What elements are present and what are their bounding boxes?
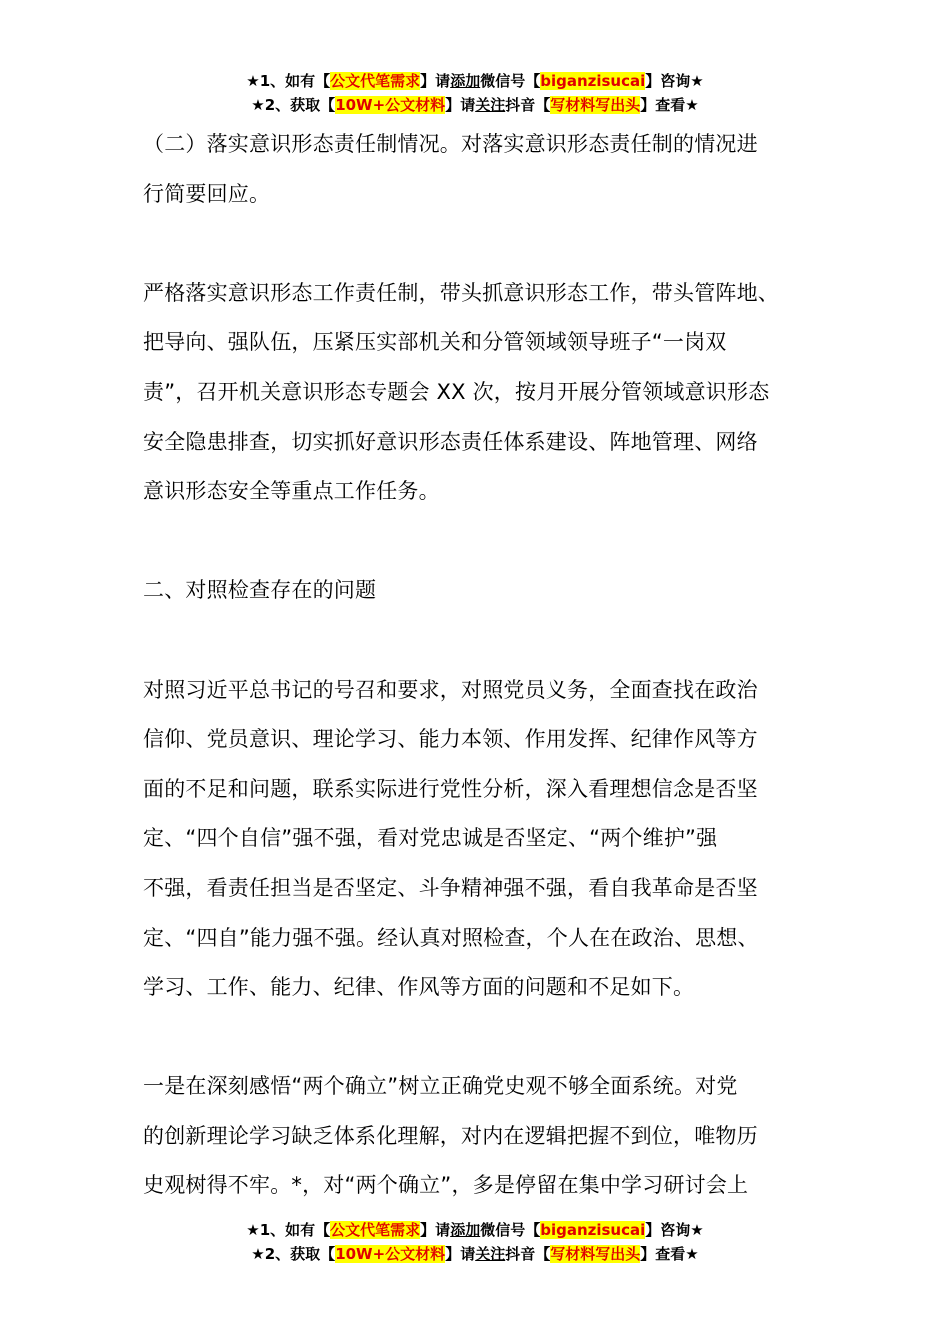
text-line: 一是在深刻感悟“两个确立”树立正确党史观不够全面系统。对党 [143,1074,738,1099]
bottom-banner [0,1218,950,1266]
banner-highlight: 10W+公文材料 [335,96,446,114]
banner-line-2 [0,93,950,117]
banner-line-1 [0,69,950,93]
banner-text: ★2、获取【 [251,1245,336,1263]
banner-text: ★1、如有【 [246,72,331,90]
text-line: 定、“四自”能力强不强。经认真对照检查，个人在在政治、思想、 [143,925,759,950]
banner-text: 】咨询★ [645,72,704,90]
paragraph-5 [143,1062,823,1211]
banner-text: 】查看★ [640,96,699,114]
text-line: 信仰、党员意识、理论学习、能力本领、作用发挥、纪律作风等方 [143,727,758,752]
banner-text: ★1、如有【 [246,1221,331,1239]
text-line: 严格落实意识形态工作责任制，带头抓意识形态工作，带头管阵地、 [143,280,779,305]
banner-text: 抖音【 [505,1245,551,1263]
text-line: 对照习近平总书记的号召和要求，对照党员义务，全面查找在政治 [143,677,758,702]
text-line: 定、“四个自信”强不强，看对党忠诚是否坚定、“两个维护”强 [143,826,718,851]
banner-highlight: biganzisucai [540,72,646,90]
banner-emphasis: 添加 [450,72,481,90]
banner-line-1 [0,1218,950,1242]
banner-text: 】请 [445,96,476,114]
text-line: 行简要回应。 [143,181,271,206]
text-line: （二）落实意识形态责任制情况。对落实意识形态责任制的情况进 [143,132,758,156]
banner-text: 】请 [445,1245,476,1263]
banner-emphasis: 关注 [475,1245,506,1263]
banner-highlight: 写材料写出头 [550,96,641,114]
text-line: 安全隐患排查，切实抓好意识形态责任体系建设、阵地管理、网络 [143,429,758,454]
banner-emphasis: 关注 [475,96,506,114]
text-line: 面的不足和问题，联系实际进行党性分析，深入看理想信念是否坚 [143,776,758,801]
paragraph-2 [143,269,823,517]
banner-text: ★2、获取【 [251,96,336,114]
banner-text: 抖音【 [505,96,551,114]
banner-highlight: 写材料写出头 [550,1245,641,1263]
text-line: 史观树得不牢。*，对“两个确立”，多是停留在集中学习研讨会上 [143,1173,749,1198]
text-line: 的创新理论学习缺乏体系化理解，对内在逻辑把握不到位，唯物历 [143,1123,758,1148]
text-line: 不强，看责任担当是否坚定、斗争精神强不强，看自我革命是否坚 [143,875,758,900]
banner-text: 】咨询★ [645,1221,704,1239]
text-line: 学习、工作、能力、纪律、作风等方面的问题和不足如下。 [143,975,695,1000]
banner-text: 】请 [420,72,451,90]
text-line: 二、对照检查存在的问题 [143,578,377,603]
document-body [143,120,823,1211]
banner-text: 微信号【 [480,1221,541,1239]
banner-highlight: biganzisucai [540,1221,646,1239]
banner-highlight: 公文代笔需求 [330,1221,421,1239]
banner-emphasis: 添加 [450,1221,481,1239]
banner-text: 】请 [420,1221,451,1239]
section-heading [143,566,823,616]
banner-highlight: 10W+公文材料 [335,1245,446,1263]
text-line: 意识形态安全等重点工作任务。 [143,479,440,504]
banner-text: 微信号【 [480,72,541,90]
paragraph-1 [143,120,823,219]
text-line: 责”，召开机关意识形态专题会 XX 次，按月开展分管领域意识形态 [143,379,770,404]
banner-line-2 [0,1242,950,1266]
text-line: 把导向、强队伍，压紧压实部机关和分管领域领导班子“一岗双 [143,330,727,355]
paragraph-4 [143,666,823,1013]
banner-text: 】查看★ [640,1245,699,1263]
top-banner [0,69,950,117]
banner-highlight: 公文代笔需求 [330,72,421,90]
